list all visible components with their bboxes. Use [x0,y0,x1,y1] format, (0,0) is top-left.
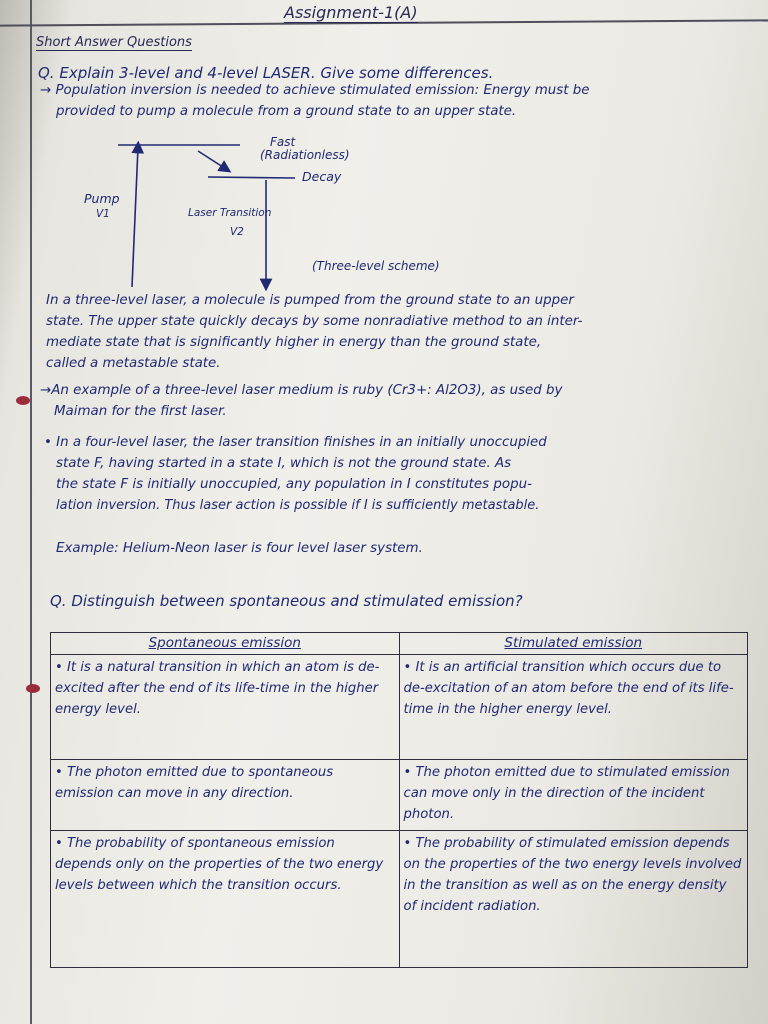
table-row [51,831,748,968]
q1-intro-line-1: → Population inversion is needed to achieve stimulated emission: Energy must be [40,83,590,98]
decay-label: Decay [302,169,342,184]
table-row [51,760,748,831]
example-1 [40,380,562,422]
fast-label: Fast [270,135,296,149]
three-level-line-2: state. The upper state quickly decays by some nonradiative method to an inter- [46,314,583,329]
header-stimulated: Stimulated emission [399,633,748,655]
three-level-paragraph [46,290,582,374]
margin-line [30,0,32,1024]
example-1-line-2: Maiman for the first laser. [54,404,227,419]
four-level-line-1: • In a four-level laser, the laser transition finishes in an initially unoccupied [44,435,547,450]
three-level-line-1: In a three-level laser, a molecule is pumped from the ground state to an upper [46,293,574,308]
radiationless-label: (Radiationless) [260,148,350,162]
three-level-diagram [80,135,480,295]
spontaneous-cell: • The photon emitted due to spontaneous emission can move in any direction. [51,760,400,831]
laser-transition-label: Laser Transition [188,207,272,219]
ink-blot [16,396,30,405]
three-level-line-3: mediate state that is significantly higher in energy than the ground state, [46,335,542,350]
spontaneous-cell: • It is a natural transition in which an atom is de-excited after the end of its life-time in the higher energy level. [51,655,400,760]
stimulated-cell: • The photon emitted due to stimulated emission can move only in the direction of the incident photon. [399,760,748,831]
v2-label: V2 [230,226,244,238]
pump-label: Pump [84,191,120,206]
four-level-line-4: lation inversion. Thus laser action is possible if I is sufficiently metastable. [56,498,540,513]
example-2: Example: Helium-Neon laser is four level laser system. [56,541,423,556]
question-2: Q. Distinguish between spontaneous and stimulated emission? [50,592,523,610]
table-header-row [51,633,748,655]
comparison-table [50,632,748,968]
three-level-line-4: called a metastable state. [46,356,221,371]
example-1-line-1: →An example of a three-level laser medium is ruby (Cr3+: Al2O3), as used by [40,383,563,398]
stimulated-cell: • It is an artificial transition which occurs due to de-excitation of an atom before the end of its life-time in the higher energy level. [399,655,748,760]
stimulated-cell: • The probability of stimulated emission depends on the properties of the two energy levels involved in the transition as well as on the energy density of incident radiation. [399,831,748,968]
page-title: Assignment-1(A) [284,3,418,22]
four-level-line-2: state F, having started in a state I, which is not the ground state. As [56,456,512,471]
table-row [51,655,748,760]
q1-intro [40,80,590,122]
four-level-line-3: the state F is initially unoccupied, any population in I constitutes popu- [56,477,532,492]
q1-intro-line-2: provided to pump a molecule from a ground state to an upper state. [56,104,517,119]
spontaneous-cell: • The probability of spontaneous emission depends only on the properties of the two energy levels between which the transition occurs. [51,831,400,968]
ink-blot [26,684,40,693]
v1-label: V1 [96,208,110,220]
header-spontaneous: Spontaneous emission [51,633,400,655]
diagram-caption: (Three-level scheme) [312,259,440,273]
section-subtitle: Short Answer Questions [36,35,192,50]
four-level-paragraph [44,432,547,516]
question-1: Q. Explain 3-level and 4-level LASER. Give some differences. [38,64,494,82]
